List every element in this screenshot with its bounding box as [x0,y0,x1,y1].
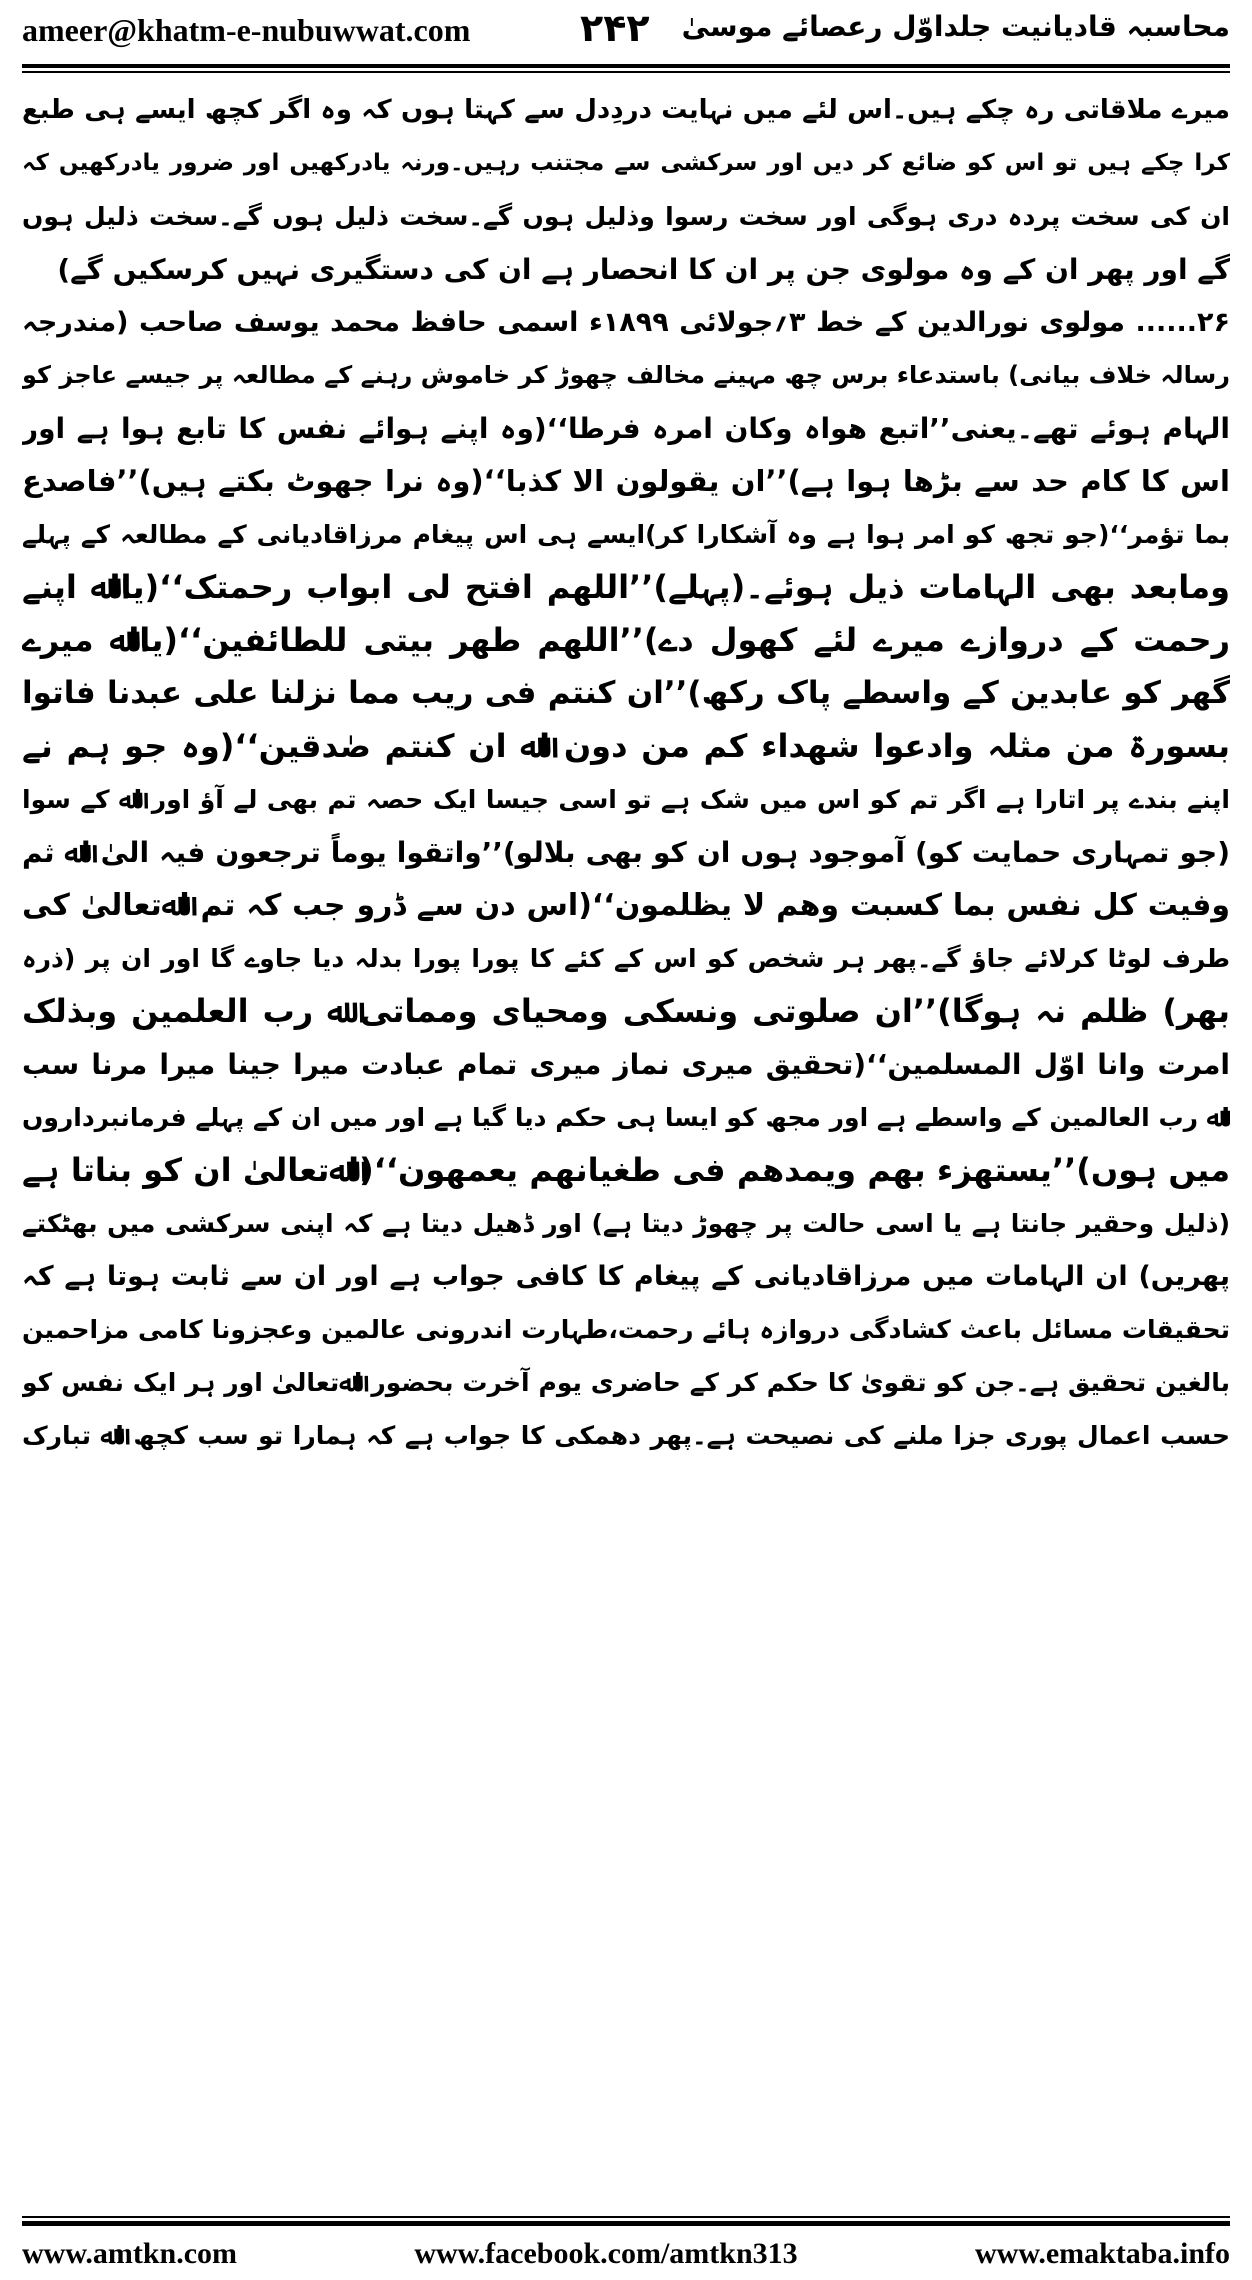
text-line: گے اور پھر ان کے وہ مولوی جن پر ان کا انحصار ہے ان کی دستگیری نہیں کرسکیں گے) [57,253,1230,286]
text-line: ۲۶...... مولوی نورالدین کے خط ۳؍جولائی ۱۸۹۹ء اسمی حافظ محمد یوسف صاحب (مندرجہ [22,307,1230,338]
text-line: ومابعد بھی الہامات ذیل ہوئے۔(پہلے)’’اللھم افتح لی ابواب رحمتک‘‘(یااﷲ اپنے [22,568,1230,606]
footer-rule-thick [22,2221,1230,2226]
text-line: گھر کو عابدین کے واسطے پاک رکھ)’’ان کنتم فی ریب مما نزلنا علی عبدنا فاتوا [22,675,1230,711]
text-line: وفیت کل نفس بما کسبت وھم لا یظلمون‘‘(اس دن سے ڈرو جب کہ تم اﷲتعالیٰ کی [22,888,1230,923]
header-rule-thick [22,64,1230,68]
text-line: (ذلیل وحقیر جانتا ہے یا اسی حالت پر چھوڑ دیتا ہے) اور ڈھیل دیتا ہے کہ اپنی سرکشی میں بھٹکتے [22,1209,1230,1238]
text-line: بالغین تحقیق ہے۔جن کو تقویٰ کا حکم کر کے حاضری یوم آخرت بحضور اﷲتعالیٰ اور ہر ایک نفس کو [22,1368,1230,1397]
text-line: بما تؤمر‘‘(جو تجھ کو امر ہوا ہے وہ آشکارا کر)ایسے ہی اس پیغام مرزاقادیانی کے مطالعہ کے پہلے [22,520,1230,549]
header-email: ameer@khatm-e-nubuwwat.com [22,12,471,48]
text-line: الہام ہوئے تھے۔یعنی’’اتبع ھواہ وکان امرہ فرطا‘‘(وہ اپنے ہوائے نفس کا تابع ہوا ہے اور [22,412,1230,445]
page-number: ۲۴۲ [580,6,650,50]
text-line: میرے ملاقاتی رہ چکے ہیں۔اس لئے میں نہایت دردِدل سے کہتا ہوں کہ وہ اگر کچھ ایسے ہی طبع [22,95,1230,125]
book-title: محاسبہ قادیانیت جلداوّل رعصائے موسیٰ [681,10,1230,43]
footer-link-emaktaba[interactable]: www.emaktaba.info [974,2237,1230,2270]
footer-link-amtkn[interactable]: www.amtkn.com [22,2237,237,2270]
text-line: بسورۃ من مثلہ وادعوا شھداء کم من دون اﷲ ان کنتم صٰدقین‘‘(وہ جو ہم نے [22,727,1230,765]
text-line: (جو تمہاری حمایت کو) آموجود ہوں ان کو بھی بلالو)’’واتقوا یوماً ترجعون فیہ الیٰ اﷲ ثم [22,836,1230,869]
text-line: کرا چکے ہیں تو اس کو ضائع کر دیں اور سرکشی سے مجتنب رہیں۔ورنہ یادرکھیں اور ضرور یادرکھیں کہ [22,150,1230,176]
text-line: طرف لوٹا کرلائے جاؤ گے۔پھر ہر شخص کو اس کے کئے کا پورا پورا بدلہ دیا جاوے گا اور ان پر (ذرہ [22,944,1230,973]
text-line: رحمت کے دروازے میرے لئے کھول دے)’’اللھم طھر بیتی للطائفین‘‘(یااﷲ میرے [22,621,1230,659]
page-header [0,0,1252,72]
text-line: اﷲ رب العالمین کے واسطے ہے اور مجھ کو ایسا ہی حکم دیا گیا ہے اور میں ان کے پہلے فرمانبرداروں [22,1103,1230,1132]
text-line: امرت وانا اوّل المسلمین‘‘(تحقیق میری نماز میری تمام عبادت میرا جینا میرا مرنا سب [22,1048,1230,1081]
text-line: میں ہوں)’’یستھزء بھم ویمدھم فی طغیانھم یعمھون‘‘(اﷲتعالیٰ ان کو بناتا ہے [22,1151,1230,1189]
text-line: اس کا کام حد سے بڑھا ہوا ہے)’’ان یقولون الا کذبا‘‘(وہ نرا جھوٹ بکتے ہیں)’’فاصدع [22,464,1230,498]
page-footer [22,2236,1230,2272]
header-rule-thin [22,71,1230,73]
text-line: تحقیقات مسائل باعث کشادگی دروازہ ہائے رحمت،طہارت اندرونی عالمین وعجزونا کامی مزاحمین [22,1315,1230,1344]
text-line: حسب اعمال پوری جزا ملنے کی نصیحت ہے۔پھر دھمکی کا جواب ہے کہ ہمارا تو سب کچھ اﷲ تبارک [22,1421,1230,1450]
page-body [22,84,1230,2210]
text-line: رسالہ خلاف بیانی) باستدعاء برس چھ مہینے مخالف چھوڑ کر خاموش رہنے کے مطالعہ پر جیسے عاجز کو [22,361,1230,389]
footer-link-facebook[interactable]: www.facebook.com/amtkn313 [414,2237,798,2270]
text-line: اپنے بندے پر اتارا ہے اگر تم کو اس میں شک ہے تو اسی جیسا ایک حصہ تم بھی لے آؤ اور اﷲ کے سوا [22,785,1230,814]
footer-rule-thin [22,2216,1230,2218]
text-line: ان کی سخت پردہ دری ہوگی اور سخت رسوا وذلیل ہوں گے۔سخت ذلیل ہوں گے۔سخت ذلیل ہوں [22,202,1230,231]
text-line: پھریں) ان الہامات میں مرزاقادیانی کے پیغام کا کافی جواب ہے اور ان سے ثابت ہوتا ہے کہ [22,1261,1230,1292]
text-line: بھر) ظلم نہ ہوگا)’’ان صلوتی ونسکی ومحیای ومماتی ﷲ رب العلمین وبذلک [22,992,1230,1030]
